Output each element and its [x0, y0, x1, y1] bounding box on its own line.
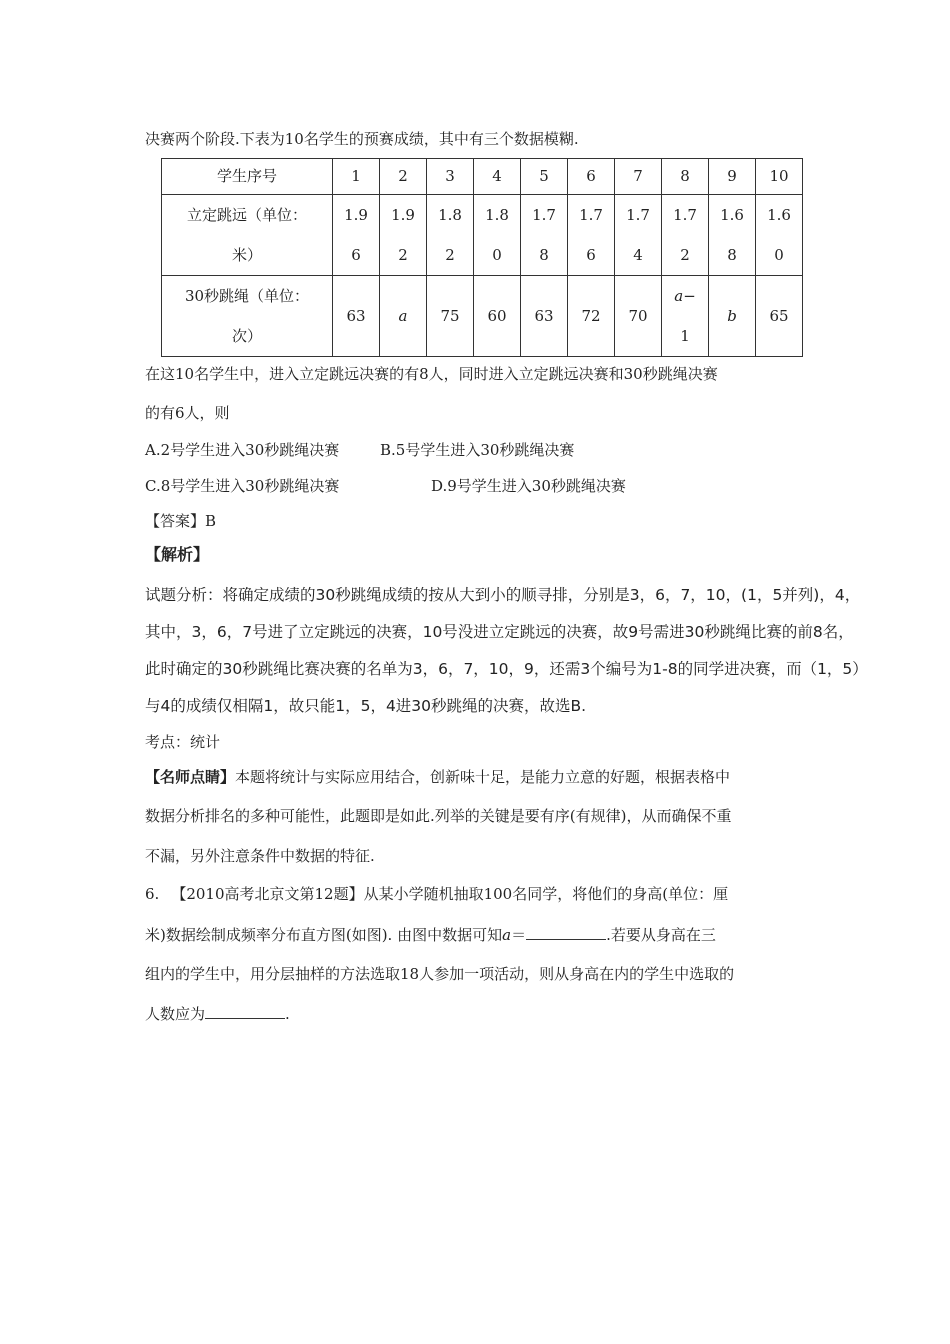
jump-cell	[474, 195, 521, 276]
comment-tag: 【名师点睛】	[145, 768, 236, 786]
header-label: 学生序号	[162, 159, 333, 195]
q6-text-4: 人数应为	[145, 1005, 206, 1023]
comment-line-2: 数据分析排名的多种可能性，此题即是如此.列举的关键是要有序(有规律)，从而确保不重	[145, 807, 732, 825]
answer-text: 【答案】B	[145, 512, 217, 530]
jump-value-part: 0	[492, 246, 502, 264]
comment-line-1	[145, 767, 730, 787]
q6-text-2b: .若要从身高在三	[606, 926, 716, 944]
jump-value-part: 1.8	[438, 206, 462, 224]
rope-label	[162, 276, 333, 357]
rope-cell: 63	[521, 276, 568, 357]
rope-value-part: a−	[674, 287, 696, 305]
analysis-line-4: 与4的成绩仅相隔1，故只能1，5，4进30秒跳绳的决赛，故选B.	[145, 697, 587, 715]
jump-value-part: 1.9	[344, 206, 368, 224]
table-row-jump	[162, 195, 803, 276]
q6-variable: a	[502, 926, 512, 944]
comment-text-1: 本题将统计与实际应用结合，创新味十足，是能力立意的好题，根据表格中	[235, 768, 731, 786]
jump-cell	[333, 195, 380, 276]
id-cell: 10	[756, 159, 803, 195]
jump-value-part: 6	[586, 246, 596, 264]
q6-line-1	[145, 884, 728, 904]
jump-value-part: 1.7	[532, 206, 556, 224]
rope-cell-blurred: a	[380, 276, 427, 357]
jump-cell	[380, 195, 427, 276]
id-cell: 9	[709, 159, 756, 195]
jump-value-part: 1.6	[720, 206, 744, 224]
rope-cell-blurred	[662, 276, 709, 357]
option-c: C.8号学生进入30秒跳绳决赛	[145, 477, 340, 495]
rope-label-line2: 次）	[231, 327, 262, 345]
question-line-1: 在这10名学生中，进入立定跳远决赛的有8人，同时进入立定跳远决赛和30秒跳绳决赛	[145, 365, 718, 383]
analysis-line-3: 此时确定的30秒跳绳比赛决赛的名单为3，6，7，10，9，还需3个编号为1-8的同学进决赛，而（1，5）	[145, 660, 868, 678]
id-cell: 7	[615, 159, 662, 195]
rope-value-part: 1	[680, 327, 690, 345]
analysis-heading: 【解析】	[145, 545, 210, 564]
jump-label	[162, 195, 333, 276]
id-cell: 6	[568, 159, 615, 195]
kaodian-text: 考点：统计	[145, 733, 221, 751]
option-b: B.5号学生进入30秒跳绳决赛	[380, 441, 575, 459]
rope-cell-blurred: b	[709, 276, 756, 357]
q6-equals: ＝	[511, 926, 527, 944]
id-cell: 8	[662, 159, 709, 195]
jump-value-part: 1.7	[626, 206, 650, 224]
jump-value-part: 8	[539, 246, 549, 264]
rope-cell: 75	[427, 276, 474, 357]
option-a: A.2号学生进入30秒跳绳决赛	[145, 441, 340, 459]
jump-label-line1: 立定跳远（单位：	[186, 206, 307, 224]
jump-cell	[709, 195, 756, 276]
answer-blank-1[interactable]	[526, 924, 606, 940]
rope-cell: 72	[568, 276, 615, 357]
analysis-line-2: 其中，3，6，7号进了立定跳远的决赛，10号没进立定跳远的决赛，故9号需进30秒跳绳比赛的前8名，	[145, 623, 854, 641]
jump-value-part: 4	[633, 246, 643, 264]
jump-cell	[756, 195, 803, 276]
jump-cell	[615, 195, 662, 276]
q6-number: 6.	[145, 885, 160, 903]
table-row-ids	[162, 159, 803, 195]
score-table	[161, 158, 803, 357]
jump-value-part: 1.7	[579, 206, 603, 224]
q6-source: 【2010高考北京文第12题】	[171, 885, 364, 903]
id-cell: 2	[380, 159, 427, 195]
table-row-rope	[162, 276, 803, 357]
intro-text: 决赛两个阶段.下表为10名学生的预赛成绩，其中有三个数据模糊.	[145, 130, 579, 148]
jump-cell	[662, 195, 709, 276]
question-line-2: 的有6人，则	[145, 404, 230, 422]
rope-cell: 63	[333, 276, 380, 357]
id-cell: 4	[474, 159, 521, 195]
q6-line-2	[145, 924, 716, 945]
comment-line-3: 不漏，另外注意条件中数据的特征.	[145, 847, 375, 865]
rope-cell: 70	[615, 276, 662, 357]
jump-cell	[568, 195, 615, 276]
rope-cell: 65	[756, 276, 803, 357]
option-d: D.9号学生进入30秒跳绳决赛	[431, 477, 626, 495]
id-cell: 3	[427, 159, 474, 195]
jump-value-part: 0	[774, 246, 784, 264]
rope-cell: 60	[474, 276, 521, 357]
jump-value-part: 2	[398, 246, 408, 264]
analysis-line-1: 试题分析：将确定成绩的30秒跳绳成绩的按从大到小的顺寻排，分别是3，6，7，10，(1，5并列)，4，	[145, 586, 861, 604]
jump-value-part: 2	[680, 246, 690, 264]
jump-value-part: 2	[445, 246, 455, 264]
jump-value-part: 1.6	[767, 206, 791, 224]
rope-label-line1: 30秒跳绳（单位：	[184, 287, 310, 305]
jump-value-part: 1.9	[391, 206, 415, 224]
jump-value-part: 8	[727, 246, 737, 264]
jump-label-line2: 米）	[231, 246, 262, 264]
q6-text-1: 从某小学随机抽取100名同学，将他们的身高(单位：厘	[363, 885, 729, 903]
id-cell: 5	[521, 159, 568, 195]
jump-value-part: 6	[351, 246, 361, 264]
jump-cell	[427, 195, 474, 276]
id-cell: 1	[333, 159, 380, 195]
jump-cell	[521, 195, 568, 276]
q6-text-2a: 米)数据绘制成频率分布直方图(如图). 由图中数据可知	[145, 926, 503, 944]
q6-end: .	[285, 1005, 290, 1023]
q6-line-4	[145, 1003, 290, 1024]
answer-blank-2[interactable]	[205, 1003, 285, 1019]
jump-value-part: 1.7	[673, 206, 697, 224]
q6-line-3: 组内的学生中，用分层抽样的方法选取18人参加一项活动，则从身高在内的学生中选取的	[145, 965, 735, 983]
jump-value-part: 1.8	[485, 206, 509, 224]
